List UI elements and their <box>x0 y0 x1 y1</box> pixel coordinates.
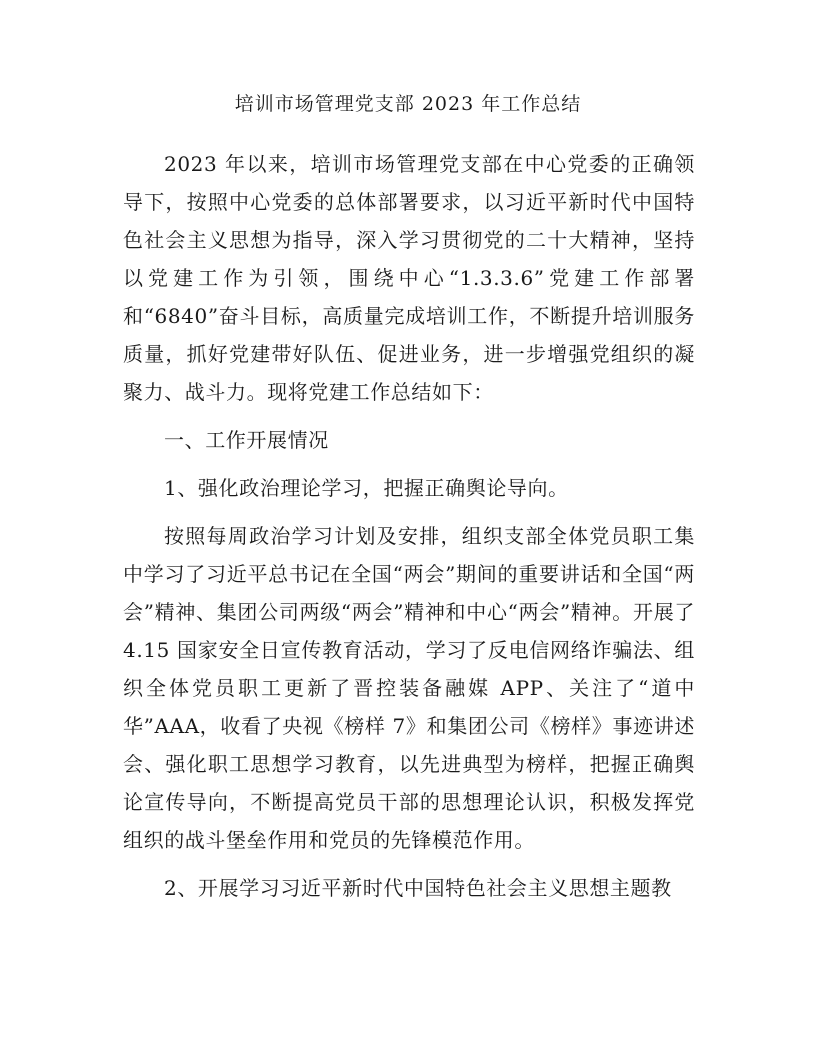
document-title: 培训市场管理党支部 2023 年工作总结 <box>234 93 582 115</box>
subsection-heading: 1、强化政治理论学习，把握正确舆论导向。 <box>164 476 569 500</box>
document-body <box>123 145 695 907</box>
subsection-heading: 2、开展学习习近平新时代中国特色社会主义思想主题教 <box>164 876 672 900</box>
intro-paragraph: 2023 年以来，培训市场管理党支部在中心党委的正确领导下，按照中心党委的总体部署要求，以习近平新时代中国特色社会主义思想为指导，深入学习贯彻党的二十大精神，坚持以党建工作为引领，围绕中心“1.3.3.6”党建工作部署和“6840”奋斗目标，高质量完成培训工作，不断提升培训服务质量，抓好党建带好队伍、促进业务，进一步增强党组织的凝聚力、战斗力。现将党建工作总结如下： <box>123 152 695 404</box>
section-heading: 一、工作开展情况 <box>164 428 329 452</box>
body-paragraph: 按照每周政治学习计划及安排，组织支部全体党员职工集中学习了习近平总书记在全国“两会”期间的重要讲话和全国“两会”精神、集团公司两级“两会”精神和中心“两会”精神。开展了 4.15 国家安全日宣传教育活动，学习了反电信网络诈骗法、组织全体党员职工更新了晋控装备融媒 APP、关注了“道中华”AAA，收看了央视《榜样 7》和集团公司《榜样》事迹讲述会、强化职工思想学习教育，以先进典型为榜样，把握正确舆论宣传导向，不断提高党员干部的思想理论认识，积极发挥党组织的战斗堡垒作用和党员的先锋模范作用。 <box>123 524 695 852</box>
